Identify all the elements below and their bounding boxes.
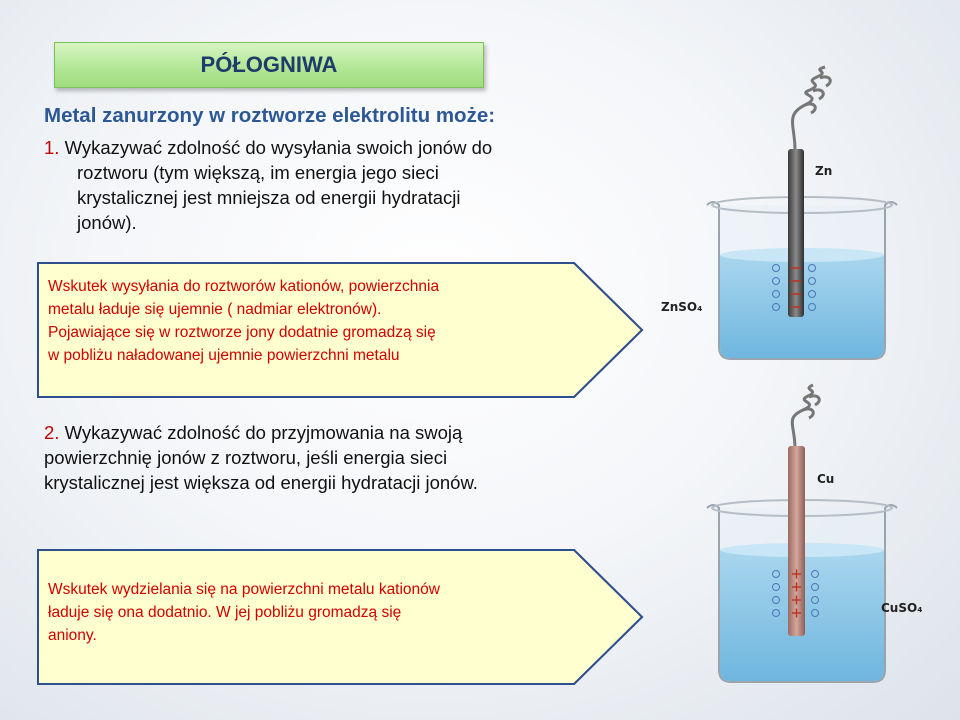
zinc-electrode-label: Zn (815, 164, 833, 178)
slide-title: PÓŁOGNIWA (54, 42, 484, 88)
point-2-line-2: powierzchnię jonów z roztworu, jeśli energia sieci (44, 447, 448, 468)
copper-beaker-diagram (655, 380, 923, 695)
point-1-line-2: roztworu (tym większą, im energia jego sieci (77, 162, 439, 183)
callout-1-line-3: Pojawiające się w roztworze jony dodatnie gromadzą się (48, 324, 436, 341)
point-1-line-1: Wykazywać zdolność do wysyłania swoich jonów do (59, 137, 493, 158)
callout-1-line-1: Wskutek wysyłania do roztworów kationów, powierzchnia (48, 278, 440, 295)
zinc-beaker-diagram (655, 65, 900, 370)
callout-1-text (48, 275, 593, 367)
point-2-line-3: krystalicznej jest większa od energii hydratacji jonów. (44, 472, 478, 493)
zinc-solution-label: ZnSO₄ (661, 300, 703, 314)
zinc-electrode-icon (788, 149, 804, 317)
point-1-line-4: jonów). (77, 212, 137, 233)
copper-electrode-label: Cu (817, 472, 835, 486)
point-1 (44, 135, 644, 235)
callout-2 (34, 548, 646, 686)
callout-2-text (48, 578, 593, 647)
copper-electrode-icon (788, 446, 805, 636)
copper-solution-label: CuSO₄ (881, 601, 923, 615)
callout-2-line-3: aniony. (48, 627, 97, 644)
point-2-line-1: Wykazywać zdolność do przyjmowania na swoją (59, 422, 463, 443)
callout-1-line-2: metalu ładuje się ujemnie ( nadmiar elektronów). (48, 301, 382, 318)
callout-2-line-1: Wskutek wydzielania się na powierzchni metalu kationów (48, 581, 440, 598)
point-2-number: 2. (44, 422, 60, 443)
point-2 (44, 420, 634, 495)
point-1-line-3: krystalicznej jest mniejsza od energii hydratacji (77, 187, 461, 208)
point-1-number: 1. (44, 137, 60, 158)
callout-1-line-4: w pobliżu naładowanej ujemnie powierzchni metalu (48, 347, 400, 364)
callout-2-line-2: ładuje się ona dodatnio. W jej pobliżu gromadzą się (48, 604, 402, 621)
callout-1 (34, 261, 646, 399)
zinc-wire-icon (793, 67, 826, 150)
slide-heading: Metal zanurzony w roztworze elektrolitu może: (44, 104, 496, 127)
